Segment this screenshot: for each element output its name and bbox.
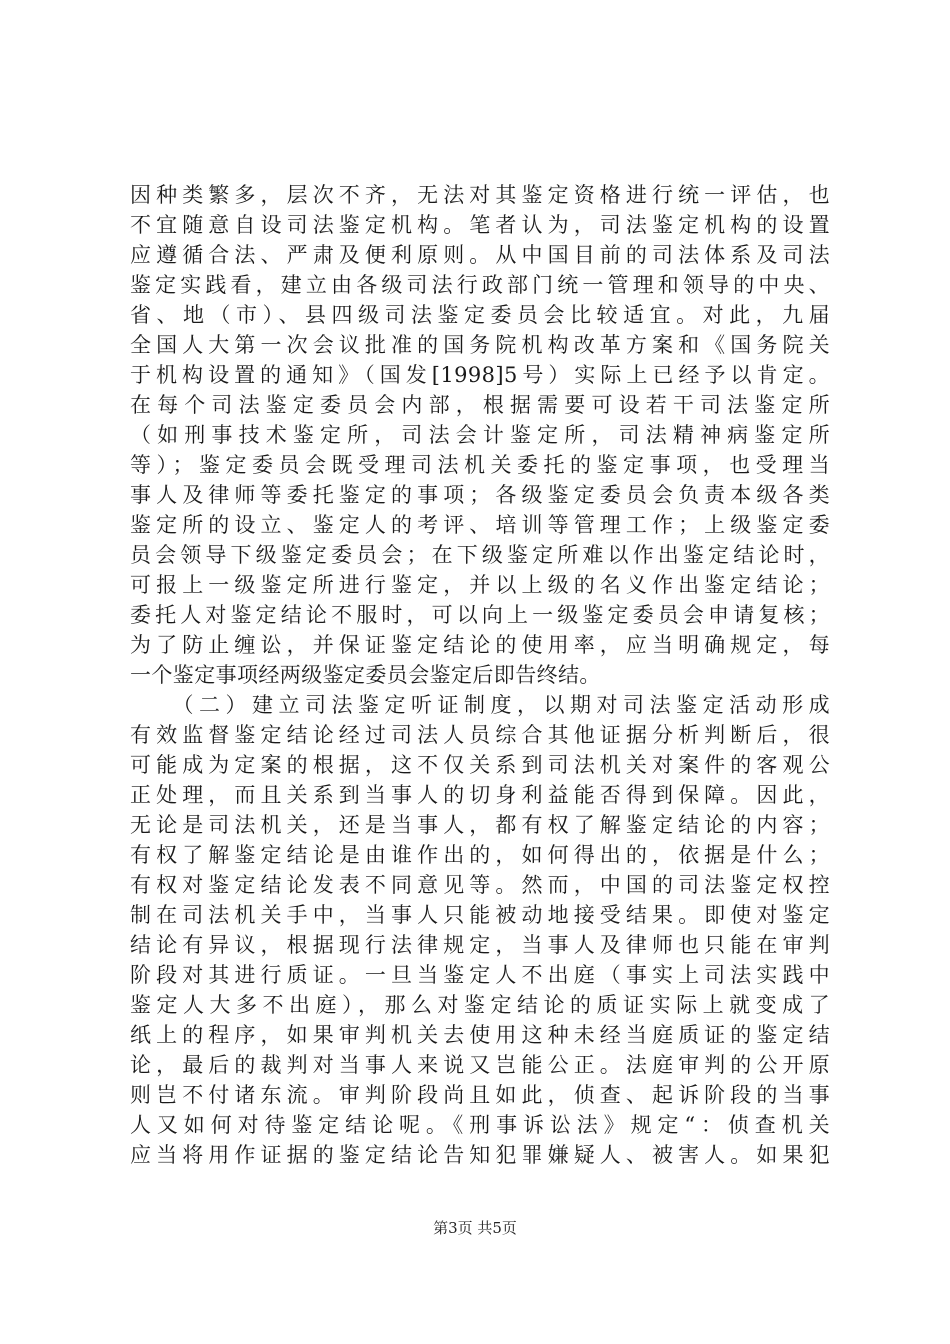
text-line: 可能成为定案的根据，这不仅关系到司法机关对案件的客观公 [130, 753, 830, 777]
text-line: 正处理，而且关系到当事人的切身利益能否得到保障。因此， [130, 783, 830, 807]
text-line: 可报上一级鉴定所进行鉴定，并以上级的名义作出鉴定结论； [130, 573, 830, 597]
text-line: 鉴定实践看，建立由各级司法行政部门统一管理和领导的中央、 [130, 273, 830, 297]
paragraph-start-line: （二）建立司法鉴定听证制度，以期对司法鉴定活动形成 [130, 693, 830, 717]
text-line: 人又如何对待鉴定结论呢。《刑事诉讼法》规定“：侦查机关 [130, 1113, 830, 1137]
text-line: 省、地（市）、县四级司法鉴定委员会比较适宜。对此，九届 [130, 303, 830, 327]
text-line: 阶段对其进行质证。一旦当鉴定人不出庭（事实上司法实践中 [130, 963, 830, 987]
document-body [130, 180, 830, 1170]
text-line: 论，最后的裁判对当事人来说又岂能公正。法庭审判的公开原 [130, 1053, 830, 1077]
text-line: 不宜随意自设司法鉴定机构。笔者认为，司法鉴定机构的设置 [130, 213, 830, 237]
text-line: 员会领导下级鉴定委员会；在下级鉴定所难以作出鉴定结论时， [130, 543, 830, 567]
text-line: （如刑事技术鉴定所，司法会计鉴定所，司法精神病鉴定所 [130, 423, 830, 447]
paragraph-end-line: 一个鉴定事项经两级鉴定委员会鉴定后即告终结。 [130, 663, 601, 687]
text-line: 鉴定所的设立、鉴定人的考评、培训等管理工作；上级鉴定委 [130, 513, 830, 537]
text-line: 于机构设置的通知》（国发[1998]5号）实际上已经予以肯定。 [130, 363, 830, 387]
text-line: 因种类繁多，层次不齐，无法对其鉴定资格进行统一评估，也 [130, 183, 830, 207]
text-line: 则岂不付诸东流。审判阶段尚且如此，侦查、起诉阶段的当事 [130, 1083, 830, 1107]
text-line: 事人及律师等委托鉴定的事项；各级鉴定委员会负责本级各类 [130, 483, 830, 507]
page-number: 第3页 共5页 [433, 1219, 517, 1237]
text-line: 等）；鉴定委员会既受理司法机关委托的鉴定事项，也受理当 [130, 453, 830, 477]
text-line: 有权对鉴定结论发表不同意见等。然而，中国的司法鉴定权控 [130, 873, 830, 897]
page-footer [0, 1217, 950, 1238]
text-line: 在每个司法鉴定委员会内部，根据需要可设若干司法鉴定所 [130, 393, 830, 417]
text-line: 无论是司法机关，还是当事人，都有权了解鉴定结论的内容； [130, 813, 830, 837]
text-line: 应遵循合法、严肃及便利原则。从中国目前的司法体系及司法 [130, 243, 830, 267]
text-line: 为了防止缠讼，并保证鉴定结论的使用率，应当明确规定，每 [130, 633, 830, 657]
text-line: 有效监督鉴定结论经过司法人员综合其他证据分析判断后，很 [130, 723, 830, 747]
text-line: 应当将用作证据的鉴定结论告知犯罪嫌疑人、被害人。如果犯 [130, 1143, 830, 1167]
text-line: 鉴定人大多不出庭），那么对鉴定结论的质证实际上就变成了 [130, 993, 830, 1017]
text-line: 全国人大第一次会议批准的国务院机构改革方案和《国务院关 [130, 333, 830, 357]
text-line: 有权了解鉴定结论是由谁作出的，如何得出的，依据是什么； [130, 843, 830, 867]
text-line: 纸上的程序，如果审判机关去使用这种未经当庭质证的鉴定结 [130, 1023, 830, 1047]
text-line: 结论有异议，根据现行法律规定，当事人及律师也只能在审判 [130, 933, 830, 957]
text-line: 制在司法机关手中，当事人只能被动地接受结果。即使对鉴定 [130, 903, 830, 927]
text-line: 委托人对鉴定结论不服时，可以向上一级鉴定委员会申请复核； [130, 603, 830, 627]
